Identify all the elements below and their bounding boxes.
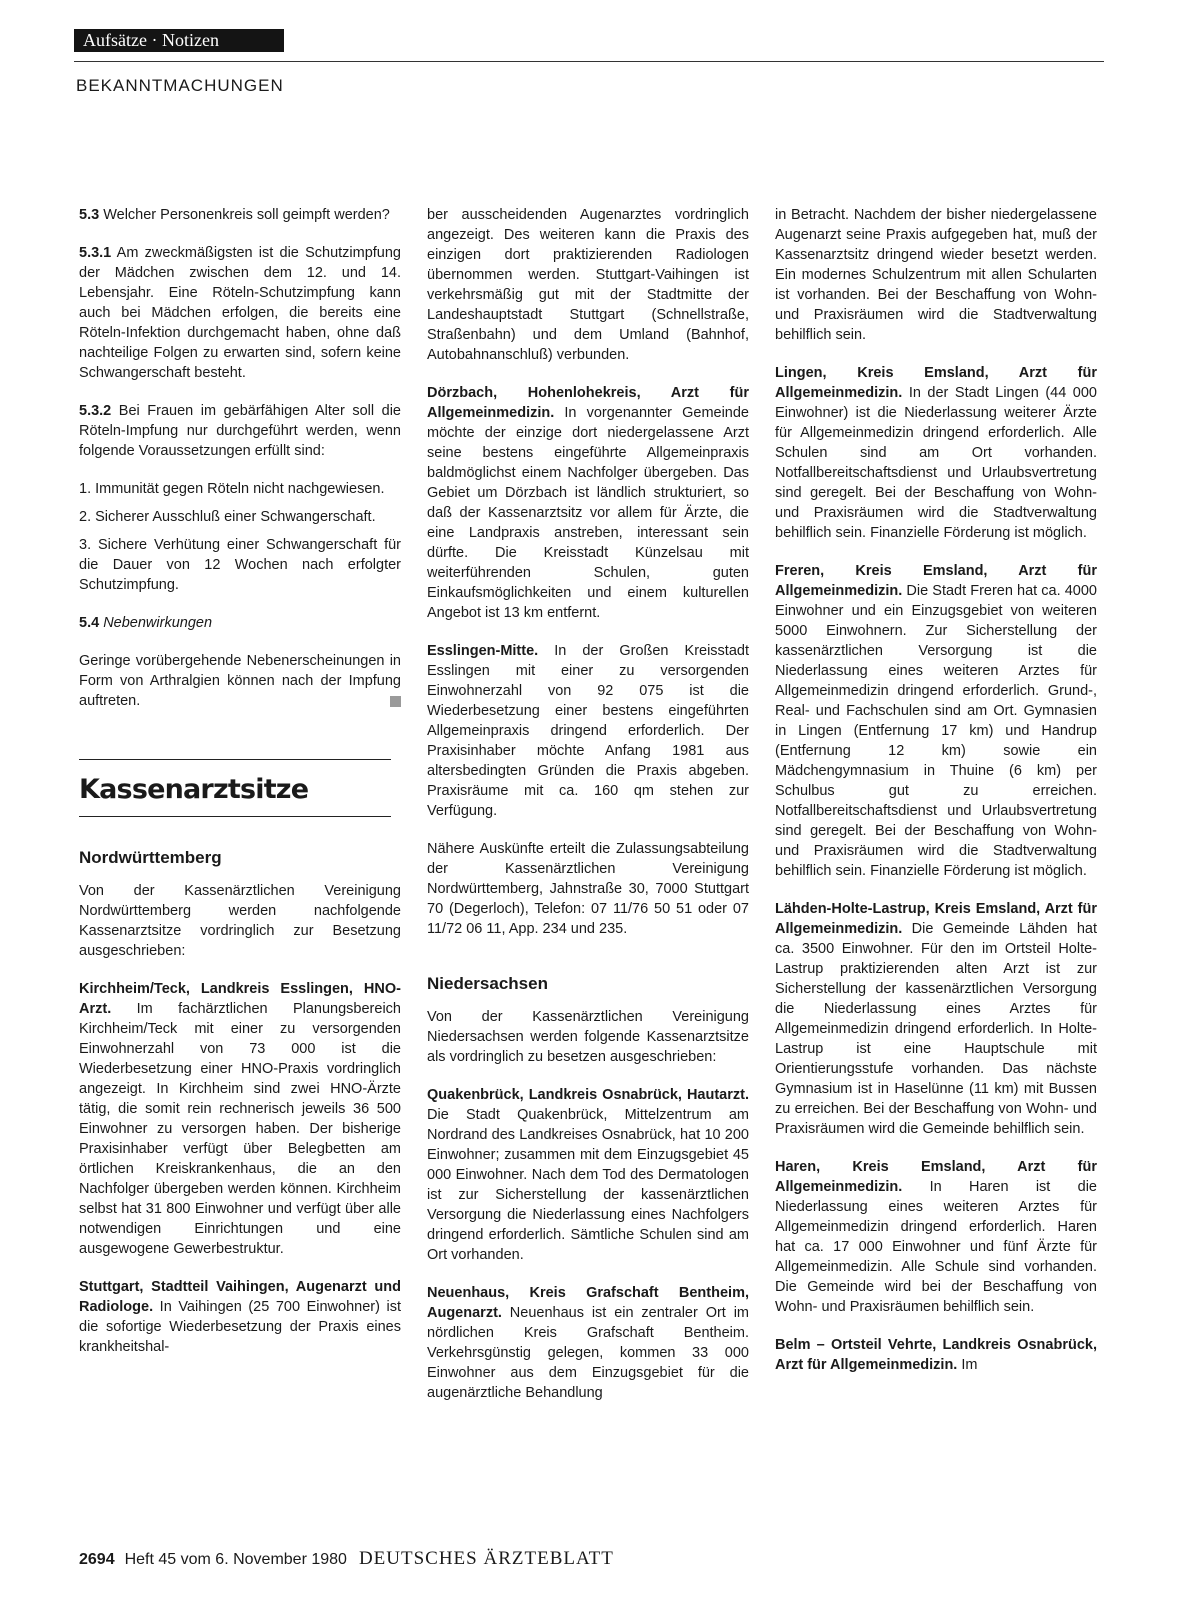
paragraph-5-3-1: 5.3.1 Am zweckmäßigsten ist die Schutzimpfung der Mädchen zwischen dem 12. und 14. Lebensjahr. Eine Röteln-Schutzimpfung kann auch bei Mädchen erfolgen, die bereits eine Röteln-Infektion durchgemacht haben, ohne daß nachteilige Folgen zu erwarten sind, sofern keine Schwangerschaft besteht. [79,245,401,381]
journal-name: DEUTSCHES ÄRZTEBLATT [358,1548,614,1569]
list-item: 2. Sicherer Ausschluß einer Schwangerschaft. [79,509,376,525]
column-2 [427,205,749,1421]
listing-freren: Freren, Kreis Emsland, Arzt für Allgemeinmedizin. Die Stadt Freren hat ca. 4000 Einwohner und ein Einzugsgebiet von weiteren 5000 Einwohnern. Zur Sicherstellung der kassenärztlichen Versorgung ist die Niederlassung eines weiteren Arztes für Allgemeinmedizin dringend erforderlich. Grund-, Real- und Fachschulen sind am Ort. Gymnasien in Lingen (Entfernung 17 km) und Handrup (Entfernung 12 km) sowie ein Mädchengymnasium in Thuine (6 km) per Schulbus gut zu erreichen. Notfallbereitschaftsdienst und Urlaubsvertretung sind geregelt. Bei der Beschaffung von Wohn- und Praxisräumen wird die Stadtverwaltung behilflich sein. Finanzielle Förderung ist möglich. [775,563,1097,879]
listing-stuttgart-continued: ber ausscheidenden Augenarztes vordringlich angezeigt. Des weiteren kann die Praxis des einzigen dort praktizierenden Radiologen übernommen werden. Stuttgart-Vaihingen ist verkehrsmäßig gut mit der Stadtmitte der Landeshauptstadt Stuttgart (Schnellstraße, Straßenbahn) und dem Umland (Bahnhof, Autobahnanschluß) verbunden. [427,207,749,363]
top-rule [74,61,1104,62]
listing-esslingen: Esslingen-Mitte. In der Großen Kreisstadt Esslingen mit einer zu versorgenden Einwohnerzahl von 92 075 ist die Wiederbesetzung einer bestens eingeführten Allgemeinpraxis dringend erforderlich. Der Praxisinhaber möchte Anfang 1981 aus altersbedingten Gründen die Praxis abgeben. Praxisräume mit ca. 160 qm stehen zur Verfügung. [427,643,749,819]
listing-kirchheim: Kirchheim/Teck, Landkreis Esslingen, HNO-Arzt. Im fachärztlichen Planungsbereich Kirchheim/Teck mit einer zu versorgenden Einwohnerzahl von 73 000 ist die Wiederbesetzung einer HNO-Praxis vordringlich angezeigt. In Kirchheim sind zwei HNO-Ärzte tätig, die somit rein rechnerisch jeweils 36 500 Einwohner zu versorgen haben. Der bisherige Praxisinhaber verfügt über Belegbetten am örtlichen Kreiskrankenhaus, die an den Nachfolger übergeben werden können. Kirchheim selbst hat 31 800 Einwohner und verfügt über alle notwendigen Einrichtungen und eine ausgewogene Gewerbestruktur. [79,981,401,1257]
paragraph-intro: Von der Kassenärztlichen Vereinigung Niedersachsen werden folgende Kassenarztsitze als vordringlich zu besetzen ausgeschrieben: [427,1009,749,1065]
region-heading: Niedersachsen [427,974,548,993]
page-number: 2694 [79,1551,115,1568]
heading-5-4: 5.4 Nebenwirkungen [79,615,213,631]
region-heading: Nordwürttemberg [79,848,222,867]
listing-haren: Haren, Kreis Emsland, Arzt für Allgemeinmedizin. In Haren ist die Niederlassung eines weiteren Arztes für Allgemeinmedizin dringend erforderlich. Haren hat ca. 17 000 Einwohner und fünf Ärzte für Allgemeinmedizin. Alle Schule sind vorhanden. Die Gemeinde wird bei der Beschaffung von Wohn- und Praxisräumen behilflich sein. [775,1159,1097,1315]
listing-stuttgart: Stuttgart, Stadtteil Vaihingen, Augenarzt und Radiologe. In Vaihingen (25 700 Einwohner) ist die sofortige Wiederbesetzung der Praxis eines krankheitshal- [79,1279,401,1355]
paragraph-5-3-2: 5.3.2 Bei Frauen im gebärfähigen Alter soll die Röteln-Impfung nur durchgeführt werden, wenn folgende Voraussetzungen erfüllt sind: [79,403,401,459]
list-item: 3. Sichere Verhütung einer Schwangerschaft für die Dauer von 12 Wochen nach erfolgter Schutzimpfung. [79,537,401,593]
column-1 [79,205,401,1375]
paragraph-intro: Von der Kassenärztlichen Vereinigung Nordwürttemberg werden nachfolgende Kassenarztsitze vordringlich zur Besetzung ausgeschrieben: [79,883,401,959]
section-title: Kassenarztsitze [79,774,309,805]
page-heading: BEKANNTMACHUNGEN [76,76,284,95]
paragraph-5-3: 5.3 Welcher Personenkreis soll geimpft werden? [79,207,390,223]
listing-laehden: Lähden-Holte-Lastrup, Kreis Emsland, Arzt für Allgemeinmedizin. Die Gemeinde Lähden hat ca. 3500 Einwohner. Für den im Ortsteil Holte-Lastrup praktizierenden alten Arzt ist zur Sicherstellung der kassenärztlichen Versorgung die Niederlassung eines Arztes für Allgemeinmedizin dringend erforderlich. In Holte-Lastrup ist eine Hauptschule mit Orientierungsstufe vorhanden. Das nächste Gymnasium ist in Haselünne (11 km) mit Bussen zu erreichen. Bei der Beschaffung von Wohn- und Praxisräumen wird die Gemeinde behilflich sein. [775,901,1097,1137]
paragraph-contact: Nähere Auskünfte erteilt die Zulassungsabteilung der Kassenärztlichen Vereinigung Nordwürttemberg, Jahnstraße 30, 7000 Stuttgart 70 (Degerloch), Telefon: 07 11/76 50 51 oder 07 11/72 06 11, App. 234 und 235. [427,841,749,937]
page-footer [79,1548,614,1571]
listing-neuenhaus-continued: in Betracht. Nachdem der bisher niedergelassene Augenarzt seine Praxis aufgegeben hat, muß der Kassenarztsitz dringend wieder besetzt werden. Ein modernes Schulzentrum mit allen Schularten ist vorhanden. Bei der Beschaffung von Wohn- und Praxisräumen wird die Stadtverwaltung behilflich sein. [775,207,1097,343]
listing-lingen: Lingen, Kreis Emsland, Arzt für Allgemeinmedizin. In der Stadt Lingen (44 000 Einwohner) ist die Niederlassung weiterer Ärzte für Allgemeinmedizin dringend erforderlich. Alle Schulen sind am Ort vorhanden. Notfallbereitschaftsdienst und Urlaubsvertretung sind geregelt. Bei der Beschaffung von Wohn- und Praxisräumen wird die Stadtverwaltung behilflich sein. Finanzielle Förderung ist möglich. [775,365,1097,541]
listing-belm: Belm – Ortsteil Vehrte, Landkreis Osnabrück, Arzt für Allgemeinmedizin. Im [775,1337,1097,1373]
issue-info: Heft 45 vom 6. November 1980 [124,1551,347,1568]
list-item: 1. Immunität gegen Röteln nicht nachgewiesen. [79,481,385,497]
section-label: Aufsätze · Notizen [74,29,284,52]
listing-quakenbrueck: Quakenbrück, Landkreis Osnabrück, Hautarzt. Die Stadt Quakenbrück, Mittelzentrum am Nordrand des Landkreises Osnabrück, hat 10 200 Einwohner; zusammen mit dem Einzugsgebiet 45 000 Einwohner. Nach dem Tod des Dermatologen ist zur Sicherstellung der kassenärztlichen Versorgung die Niederlassung eines Nachfolgers dringend erforderlich. Sämtliche Schulen sind am Ort vorhanden. [427,1087,749,1263]
column-3 [775,205,1097,1393]
paragraph-5-4: Geringe vorübergehende Nebenerscheinungen in Form von Arthralgien können nach der Impfung auftreten. [79,653,401,709]
listing-neuenhaus: Neuenhaus, Kreis Grafschaft Bentheim, Augenarzt. Neuenhaus ist ein zentraler Ort im nördlichen Kreis Grafschaft Bentheim. Verkehrsgünstig gelegen, kommen 33 000 Einwohner aus dem Einzugsgebiet für die augenärztliche Behandlung [427,1285,749,1401]
divider [79,816,391,817]
listing-doerzbach: Dörzbach, Hohenlohekreis, Arzt für Allgemeinmedizin. In vorgenannter Gemeinde möchte der einzige dort niedergelassene Arzt seine bestens eingeführte Allgemeinpraxis baldmöglichst einem Nachfolger übergeben. Das Gebiet um Dörzbach ist ländlich strukturiert, so daß der Kassenarztsitz vor allem für Ärzte, die eine Landpraxis anstreben, interessant sein dürfte. Die Kreisstadt Künzelsau mit weiterführenden Schulen, guten Einkaufsmöglichkeiten und einem kulturellen Angebot ist 13 km entfernt. [427,385,749,621]
end-of-article-icon [390,696,401,707]
